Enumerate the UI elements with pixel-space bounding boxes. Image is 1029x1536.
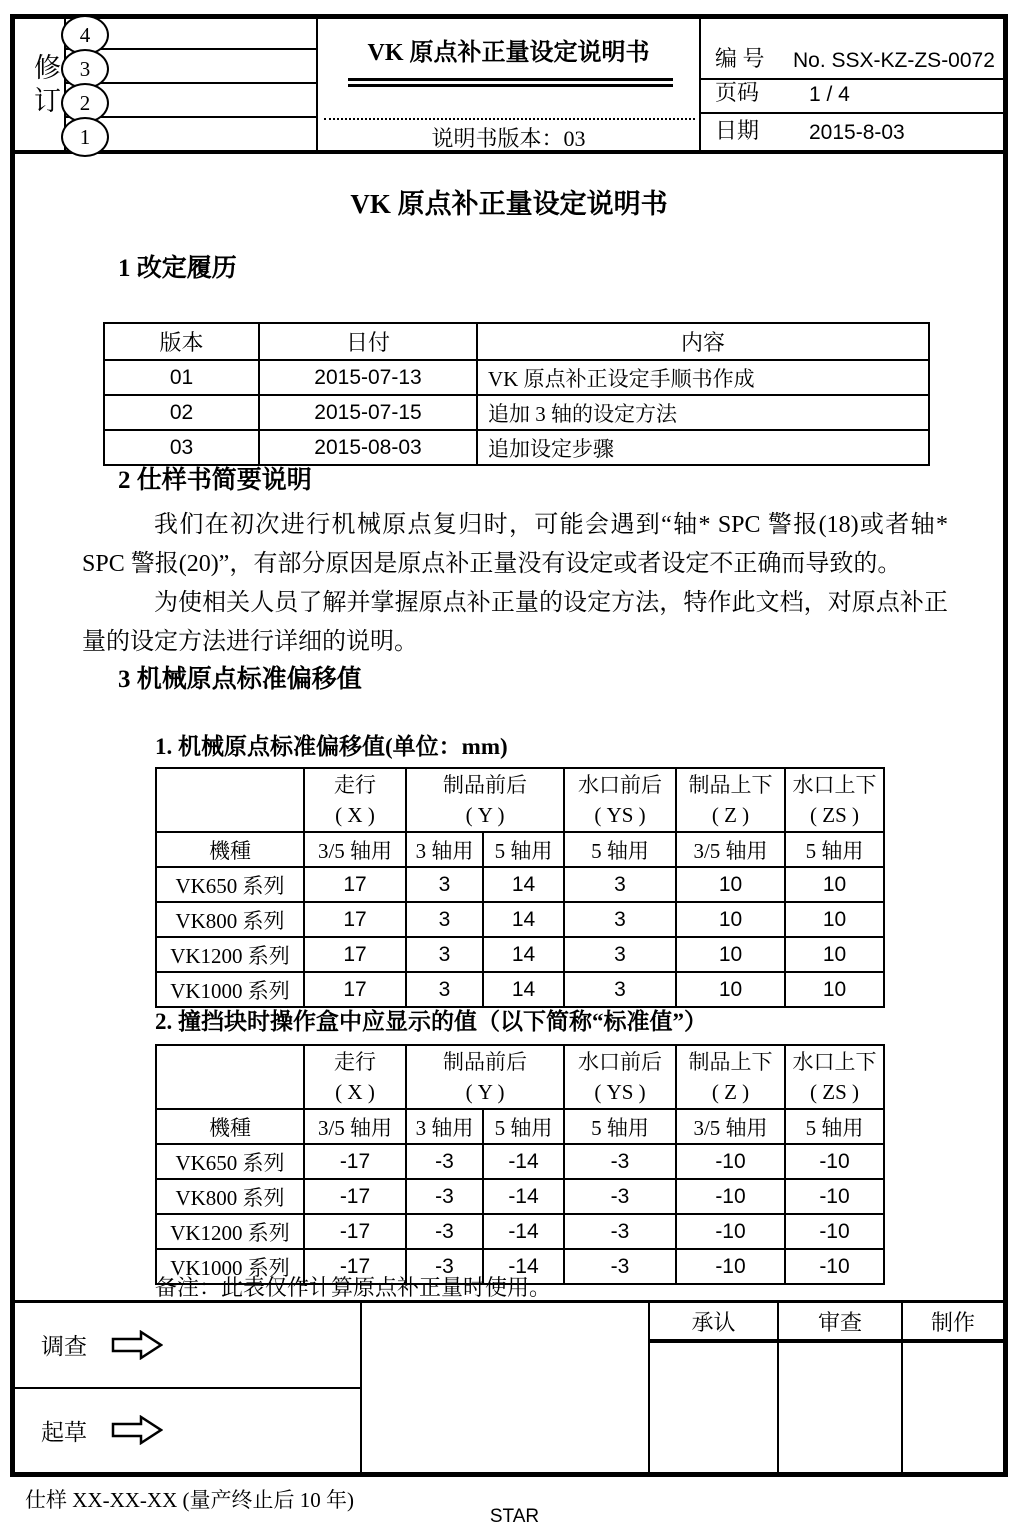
revision-slot-3: 3: [61, 49, 109, 89]
table-cell: 2015-08-03: [259, 430, 477, 465]
table-cell: -17: [304, 1214, 406, 1249]
approve-header: 承认: [650, 1303, 777, 1343]
make-signature-cell: [903, 1343, 1003, 1472]
section3-heading: 3 机械原点标准偏移值: [118, 666, 362, 693]
col-header: 5 轴用: [483, 1109, 564, 1144]
table-row: [156, 867, 884, 902]
section2-paragraph-2: 为使相关人员了解并掌握原点补正量的设定方法，特作此文档，对原点补正量的设定方法进行详细的说明。: [82, 590, 948, 655]
col-header: 3/5 轴用: [304, 1109, 406, 1144]
table-header-row: [156, 1045, 884, 1109]
spec-retention-line: 仕样 XX-XX-XX (量产终止后 10 年): [25, 1488, 354, 1512]
page-border-frame: [10, 14, 1008, 1477]
col-header: 3 轴用: [406, 832, 483, 867]
footer-left-column: [15, 1303, 362, 1472]
col-header: 3 轴用: [406, 1109, 483, 1144]
table-cell: 14: [483, 937, 564, 972]
date-label: 日期: [715, 118, 760, 143]
manual-version: 说明书版本：03: [431, 126, 586, 151]
table-cell: -3: [564, 1249, 676, 1284]
table-cell: -10: [785, 1249, 884, 1284]
col-header: 5 轴用: [564, 832, 676, 867]
header: [15, 19, 1003, 154]
col-header: 3/5 轴用: [676, 1109, 785, 1144]
approve-column: [650, 1303, 779, 1472]
axis-header-row: [156, 1109, 884, 1144]
table-row: [156, 902, 884, 937]
table-cell: 10: [676, 972, 785, 1007]
header-doc-title: VK 原点补正量设定说明书: [367, 40, 650, 66]
standard-offset-table: [155, 767, 885, 1008]
table-row: [104, 360, 929, 395]
table-cell: 14: [483, 972, 564, 1007]
col-header: 水口上下 ( ZS ): [785, 768, 884, 832]
table-cell: 14: [483, 902, 564, 937]
table-cell: -10: [676, 1179, 785, 1214]
table-cell: -14: [483, 1214, 564, 1249]
table-cell: -3: [406, 1214, 483, 1249]
empty-cell: [156, 1045, 304, 1109]
col-header: 日付: [259, 323, 477, 360]
approve-signature-cell: [650, 1343, 777, 1472]
table-cell: -10: [676, 1214, 785, 1249]
survey-row: [15, 1303, 360, 1389]
table-cell: 10: [676, 937, 785, 972]
table-row: [156, 972, 884, 1007]
doc-number-label: 编 号: [715, 46, 765, 71]
review-header: 审查: [779, 1303, 901, 1343]
table-cell: -17: [304, 1249, 406, 1284]
machine-header: 機種: [156, 1109, 304, 1144]
col-header: 水口上下 ( ZS ): [785, 1045, 884, 1109]
section2-heading: 2 仕样书简要说明: [118, 467, 312, 494]
table-cell: -14: [483, 1179, 564, 1214]
table-cell: 3: [564, 902, 676, 937]
col-header: 5 轴用: [483, 832, 564, 867]
table-cell: -10: [676, 1144, 785, 1179]
table-row: [156, 1214, 884, 1249]
arrow-right-icon: [111, 1330, 163, 1360]
table-cell: 10: [785, 902, 884, 937]
table-cell: 17: [304, 867, 406, 902]
table-cell: VK1000 系列: [156, 972, 304, 1007]
table-cell: 3: [564, 972, 676, 1007]
make-header: 制作: [903, 1303, 1003, 1343]
empty-cell: [156, 768, 304, 832]
table-cell: -3: [406, 1179, 483, 1214]
col-header: 走行 ( X ): [304, 768, 406, 832]
date-value: 2015-8-03: [809, 121, 905, 144]
col-header: 制品上下 ( Z ): [676, 1045, 785, 1109]
table-cell: 3: [564, 937, 676, 972]
col-header: 制品前后 ( Y ): [406, 1045, 564, 1109]
page-number-value: 1 / 4: [809, 83, 850, 106]
section2-paragraph-1: 我们在初次进行机械原点复归时，可能会遇到“轴* SPC 警报(18)或者轴* SPC 警报(20)”，有部分原因是原点补正量没有设定或者设定不正确而导致的。: [82, 512, 948, 577]
approval-footer: [15, 1300, 1003, 1472]
table-cell: -3: [564, 1179, 676, 1214]
col-header: 水口前后 ( YS ): [564, 1045, 676, 1109]
table-cell: -14: [483, 1249, 564, 1284]
table-cell: 2015-07-15: [259, 395, 477, 430]
table-cell: 01: [104, 360, 259, 395]
review-column: [779, 1303, 903, 1472]
col-header: 3/5 轴用: [676, 832, 785, 867]
item1-label: 1. 机械原点标准偏移值(单位：mm): [155, 734, 508, 759]
table-cell: 3: [406, 972, 483, 1007]
col-header: 制品前后 ( Y ): [406, 768, 564, 832]
table-cell: -3: [564, 1144, 676, 1179]
table-cell: -3: [564, 1214, 676, 1249]
date-row: [701, 114, 1003, 150]
table-cell: -10: [785, 1179, 884, 1214]
table-cell: 追加设定步骤: [477, 430, 929, 465]
table-cell: -3: [406, 1144, 483, 1179]
table-note: 备注：此表仅作计算原点补正量时使用。: [155, 1275, 552, 1300]
doc-number-value: No. SSX-KZ-ZS-0072: [793, 49, 995, 72]
table-cell: 03: [104, 430, 259, 465]
make-column: [903, 1303, 1003, 1472]
col-header: 内容: [477, 323, 929, 360]
footer-blank-cell: [362, 1303, 650, 1472]
table-cell: 3: [564, 867, 676, 902]
header-info-block: [701, 19, 1003, 150]
table-cell: 17: [304, 902, 406, 937]
page-number-label: 页码: [715, 80, 760, 105]
draft-row: [15, 1389, 360, 1473]
table-cell: -3: [406, 1249, 483, 1284]
table-cell: VK800 系列: [156, 902, 304, 937]
axis-header-row: [156, 832, 884, 867]
col-header: 5 轴用: [785, 832, 884, 867]
table-cell: 10: [785, 867, 884, 902]
col-header: 版本: [104, 323, 259, 360]
table-cell: -17: [304, 1179, 406, 1214]
table-cell: -14: [483, 1144, 564, 1179]
table-cell: -10: [785, 1214, 884, 1249]
table-cell: VK1200 系列: [156, 937, 304, 972]
main-title: VK 原点补正量设定说明书: [350, 189, 668, 219]
table-header-row: [104, 323, 929, 360]
table-cell: 3: [406, 902, 483, 937]
table-cell: 14: [483, 867, 564, 902]
col-header: 制品上下 ( Z ): [676, 768, 785, 832]
table-row: [156, 1144, 884, 1179]
table-cell: VK800 系列: [156, 1179, 304, 1214]
revision-slot-2: 2: [61, 83, 109, 123]
table-cell: 3: [406, 867, 483, 902]
table-row: [104, 395, 929, 430]
table-row: [156, 937, 884, 972]
table-cell: -10: [676, 1249, 785, 1284]
header-title-block: [318, 19, 701, 150]
table-cell: VK1000 系列: [156, 1249, 304, 1284]
col-header: 5 轴用: [785, 1109, 884, 1144]
double-rule: [348, 78, 673, 87]
revision-slot-4: 4: [61, 15, 109, 55]
col-header: 5 轴用: [564, 1109, 676, 1144]
revision-history-table: [103, 322, 930, 466]
table-cell: 17: [304, 937, 406, 972]
draft-label: 起草: [41, 1419, 87, 1445]
table-cell: VK 原点补正设定手顺书作成: [477, 360, 929, 395]
page-number-row: [701, 80, 1003, 114]
brand-text: STAR: [489, 1506, 540, 1527]
table-cell: 10: [676, 867, 785, 902]
table-cell: 10: [676, 902, 785, 937]
revision-slot-1: 1: [61, 117, 109, 157]
table-cell: 10: [785, 937, 884, 972]
table-cell: 2015-07-13: [259, 360, 477, 395]
standard-value-table: [155, 1044, 885, 1285]
item2-label: 2. 撞挡块时操作盒中应显示的值（以下简称“标准值”）: [155, 1009, 707, 1034]
table-cell: VK650 系列: [156, 867, 304, 902]
table-row: [156, 1179, 884, 1214]
table-cell: 17: [304, 972, 406, 1007]
table-cell: 02: [104, 395, 259, 430]
dotted-rule: [324, 118, 695, 120]
table-header-row: [156, 768, 884, 832]
table-cell: 10: [785, 972, 884, 1007]
table-cell: VK650 系列: [156, 1144, 304, 1179]
review-signature-cell: [779, 1343, 901, 1472]
machine-header: 機種: [156, 832, 304, 867]
doc-number-row: [701, 19, 1003, 80]
arrow-right-icon: [111, 1415, 163, 1445]
table-cell: -10: [785, 1144, 884, 1179]
col-header: 3/5 轴用: [304, 832, 406, 867]
survey-label: 调查: [41, 1334, 87, 1360]
table-cell: 追加 3 轴的设定方法: [477, 395, 929, 430]
table-cell: 3: [406, 937, 483, 972]
section1-heading: 1 改定履历: [118, 255, 237, 282]
col-header: 水口前后 ( YS ): [564, 768, 676, 832]
revision-block: [15, 19, 318, 150]
table-cell: -17: [304, 1144, 406, 1179]
col-header: 走行 ( X ): [304, 1045, 406, 1109]
table-cell: VK1200 系列: [156, 1214, 304, 1249]
revision-block-label: 修订: [30, 53, 60, 119]
